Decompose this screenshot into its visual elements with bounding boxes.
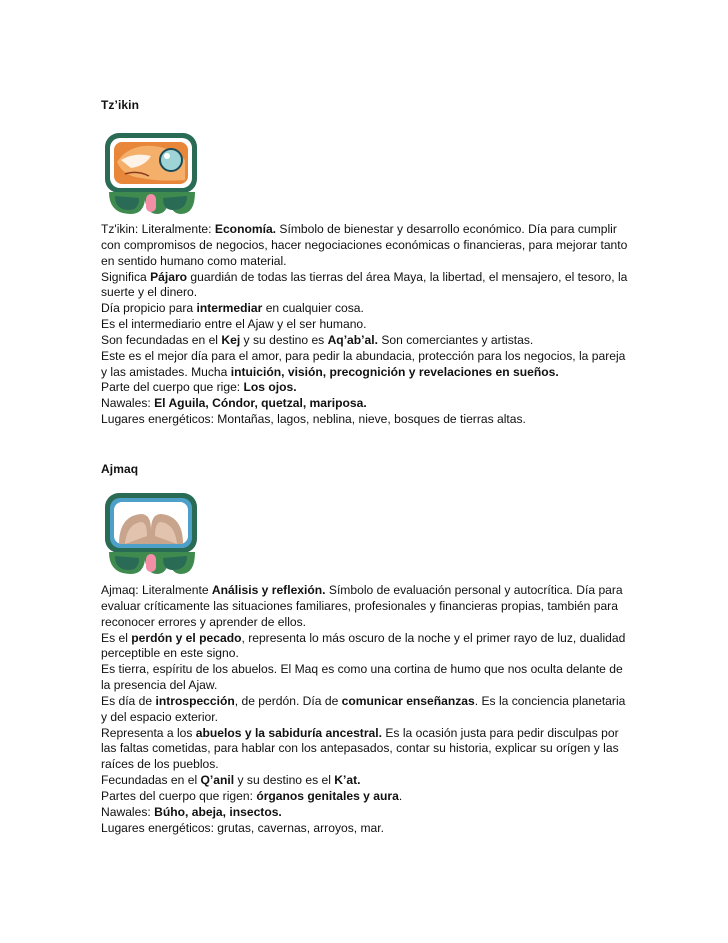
bold-text: Q’anil	[200, 773, 235, 788]
body-line	[101, 301, 631, 317]
body-text: Lugares energéticos: Montañas, lagos, neblina, nieve, bosques de tierras altas.	[101, 412, 526, 427]
body-text: Símbolo de evaluación personal y autocrítica. Día para evaluar críticamente las situaciones familiares, profesionales y financieras propias, también para reconocer errores y aprender de ellos.	[101, 583, 623, 629]
body-text: , representa lo más oscuro de la noche y el primer rayo de luz, dualidad perceptible en este signo.	[101, 630, 626, 661]
body-text: en cualquier cosa.	[262, 301, 364, 316]
bold-text: órganos genitales y aura	[256, 788, 399, 803]
body-line	[101, 821, 631, 837]
bold-text: comunicar enseñanzas	[341, 693, 475, 708]
bold-text: perdón y el pecado	[131, 630, 242, 645]
body-text: Este es el mejor día para el amor, para pedir la abundacia, protección para los negocios, la pareja y las amistades. Mucha	[101, 348, 626, 379]
section-body-tzikin	[101, 222, 631, 428]
body-line	[101, 380, 631, 396]
body-line	[101, 631, 631, 663]
body-line	[101, 583, 631, 631]
body-line	[101, 270, 631, 302]
body-text: Es el intermediario entre el Ajaw y el ser humano.	[101, 317, 367, 332]
bold-text: K’at.	[334, 773, 361, 788]
body-text: Fecundadas en el	[101, 773, 201, 788]
bold-text: Análisis y reflexión.	[211, 583, 326, 597]
bold-text: Búho, abeja, insectos.	[154, 804, 282, 819]
bold-text: Kej	[221, 332, 241, 347]
body-text: Es la ocasión justa para pedir disculpas por las faltas cometidas, para hablar con los antepasados, contar su historia, explicar su orígen y las raíces de los pueblos.	[101, 725, 619, 772]
body-text: .	[398, 788, 403, 803]
body-line	[101, 412, 631, 428]
body-line	[101, 805, 631, 821]
body-text: Nawales:	[101, 804, 155, 819]
bold-text: intermediar	[196, 301, 263, 316]
bold-text: introspección	[155, 693, 235, 708]
body-line	[101, 662, 631, 694]
body-line	[101, 333, 631, 349]
bold-text: Pájaro	[150, 269, 188, 284]
body-text: Es tierra, espíritu de los abuelos. El Maq es como una cortina de humo que nos oculta delante de la presencia del Ajaw.	[101, 662, 623, 693]
section-title-ajmaq: Ajmaq	[101, 462, 139, 476]
body-text: , de perdón. Día de	[234, 693, 342, 708]
bold-text: Los ojos.	[243, 380, 297, 395]
body-text: Lugares energéticos: grutas, cavernas, arroyos, mar.	[101, 820, 384, 835]
bold-text: abuelos y la sabiduría ancestral.	[195, 725, 382, 740]
body-text: Ajmaq: Literalmente	[101, 583, 212, 597]
body-line	[101, 694, 631, 726]
body-text: Tz'ikin: Literalmente:	[101, 222, 215, 236]
body-text: Día propicio para	[101, 301, 197, 316]
body-text: Representa a los	[101, 725, 196, 740]
body-line	[101, 396, 631, 412]
body-text: Parte del cuerpo que rige:	[101, 380, 244, 395]
body-text: Nawales:	[101, 396, 155, 411]
body-line	[101, 773, 631, 789]
body-line	[101, 317, 631, 333]
section-body-ajmaq	[101, 583, 631, 837]
body-text: Símbolo de bienestar y desarrollo económico. Día para cumplir con compromisos de negocios, hacer negociaciones económicas o financieras, para mejorar tanto en sentido humano como material.	[101, 222, 628, 268]
body-text: Es el	[101, 630, 132, 645]
bold-text: Economía.	[214, 222, 277, 236]
bold-text: Aq’ab’al.	[327, 332, 378, 347]
body-text: Partes del cuerpo que rigen:	[101, 788, 257, 803]
body-text: y su destino es	[240, 332, 328, 347]
body-text: Es día de	[101, 693, 156, 708]
body-line	[101, 222, 631, 270]
body-line	[101, 349, 631, 381]
body-line	[101, 726, 631, 774]
bold-text: El Aguila, Cóndor, quetzal, mariposa.	[154, 396, 367, 411]
section-title-tzikin: Tz’ikin	[101, 98, 140, 112]
body-text: y su destino es el	[234, 773, 335, 788]
body-text: Significa	[101, 269, 151, 284]
tzikin-day-glyph-icon	[101, 130, 201, 216]
body-text: guardián de todas las tierras del área Maya, la libertad, el mensajero, el tesoro, la suerte y el dinero.	[101, 269, 628, 300]
body-text: Son comerciantes y artistas.	[377, 332, 534, 347]
bold-text: intuición, visión, precognición y revelaciones en sueños.	[230, 364, 559, 379]
body-text: . Es la conciencia planetaria y del espacio exterior.	[101, 693, 626, 724]
body-text: Son fecundadas en el	[101, 332, 222, 347]
ajmaq-day-glyph-icon	[101, 490, 201, 576]
body-line	[101, 789, 631, 805]
